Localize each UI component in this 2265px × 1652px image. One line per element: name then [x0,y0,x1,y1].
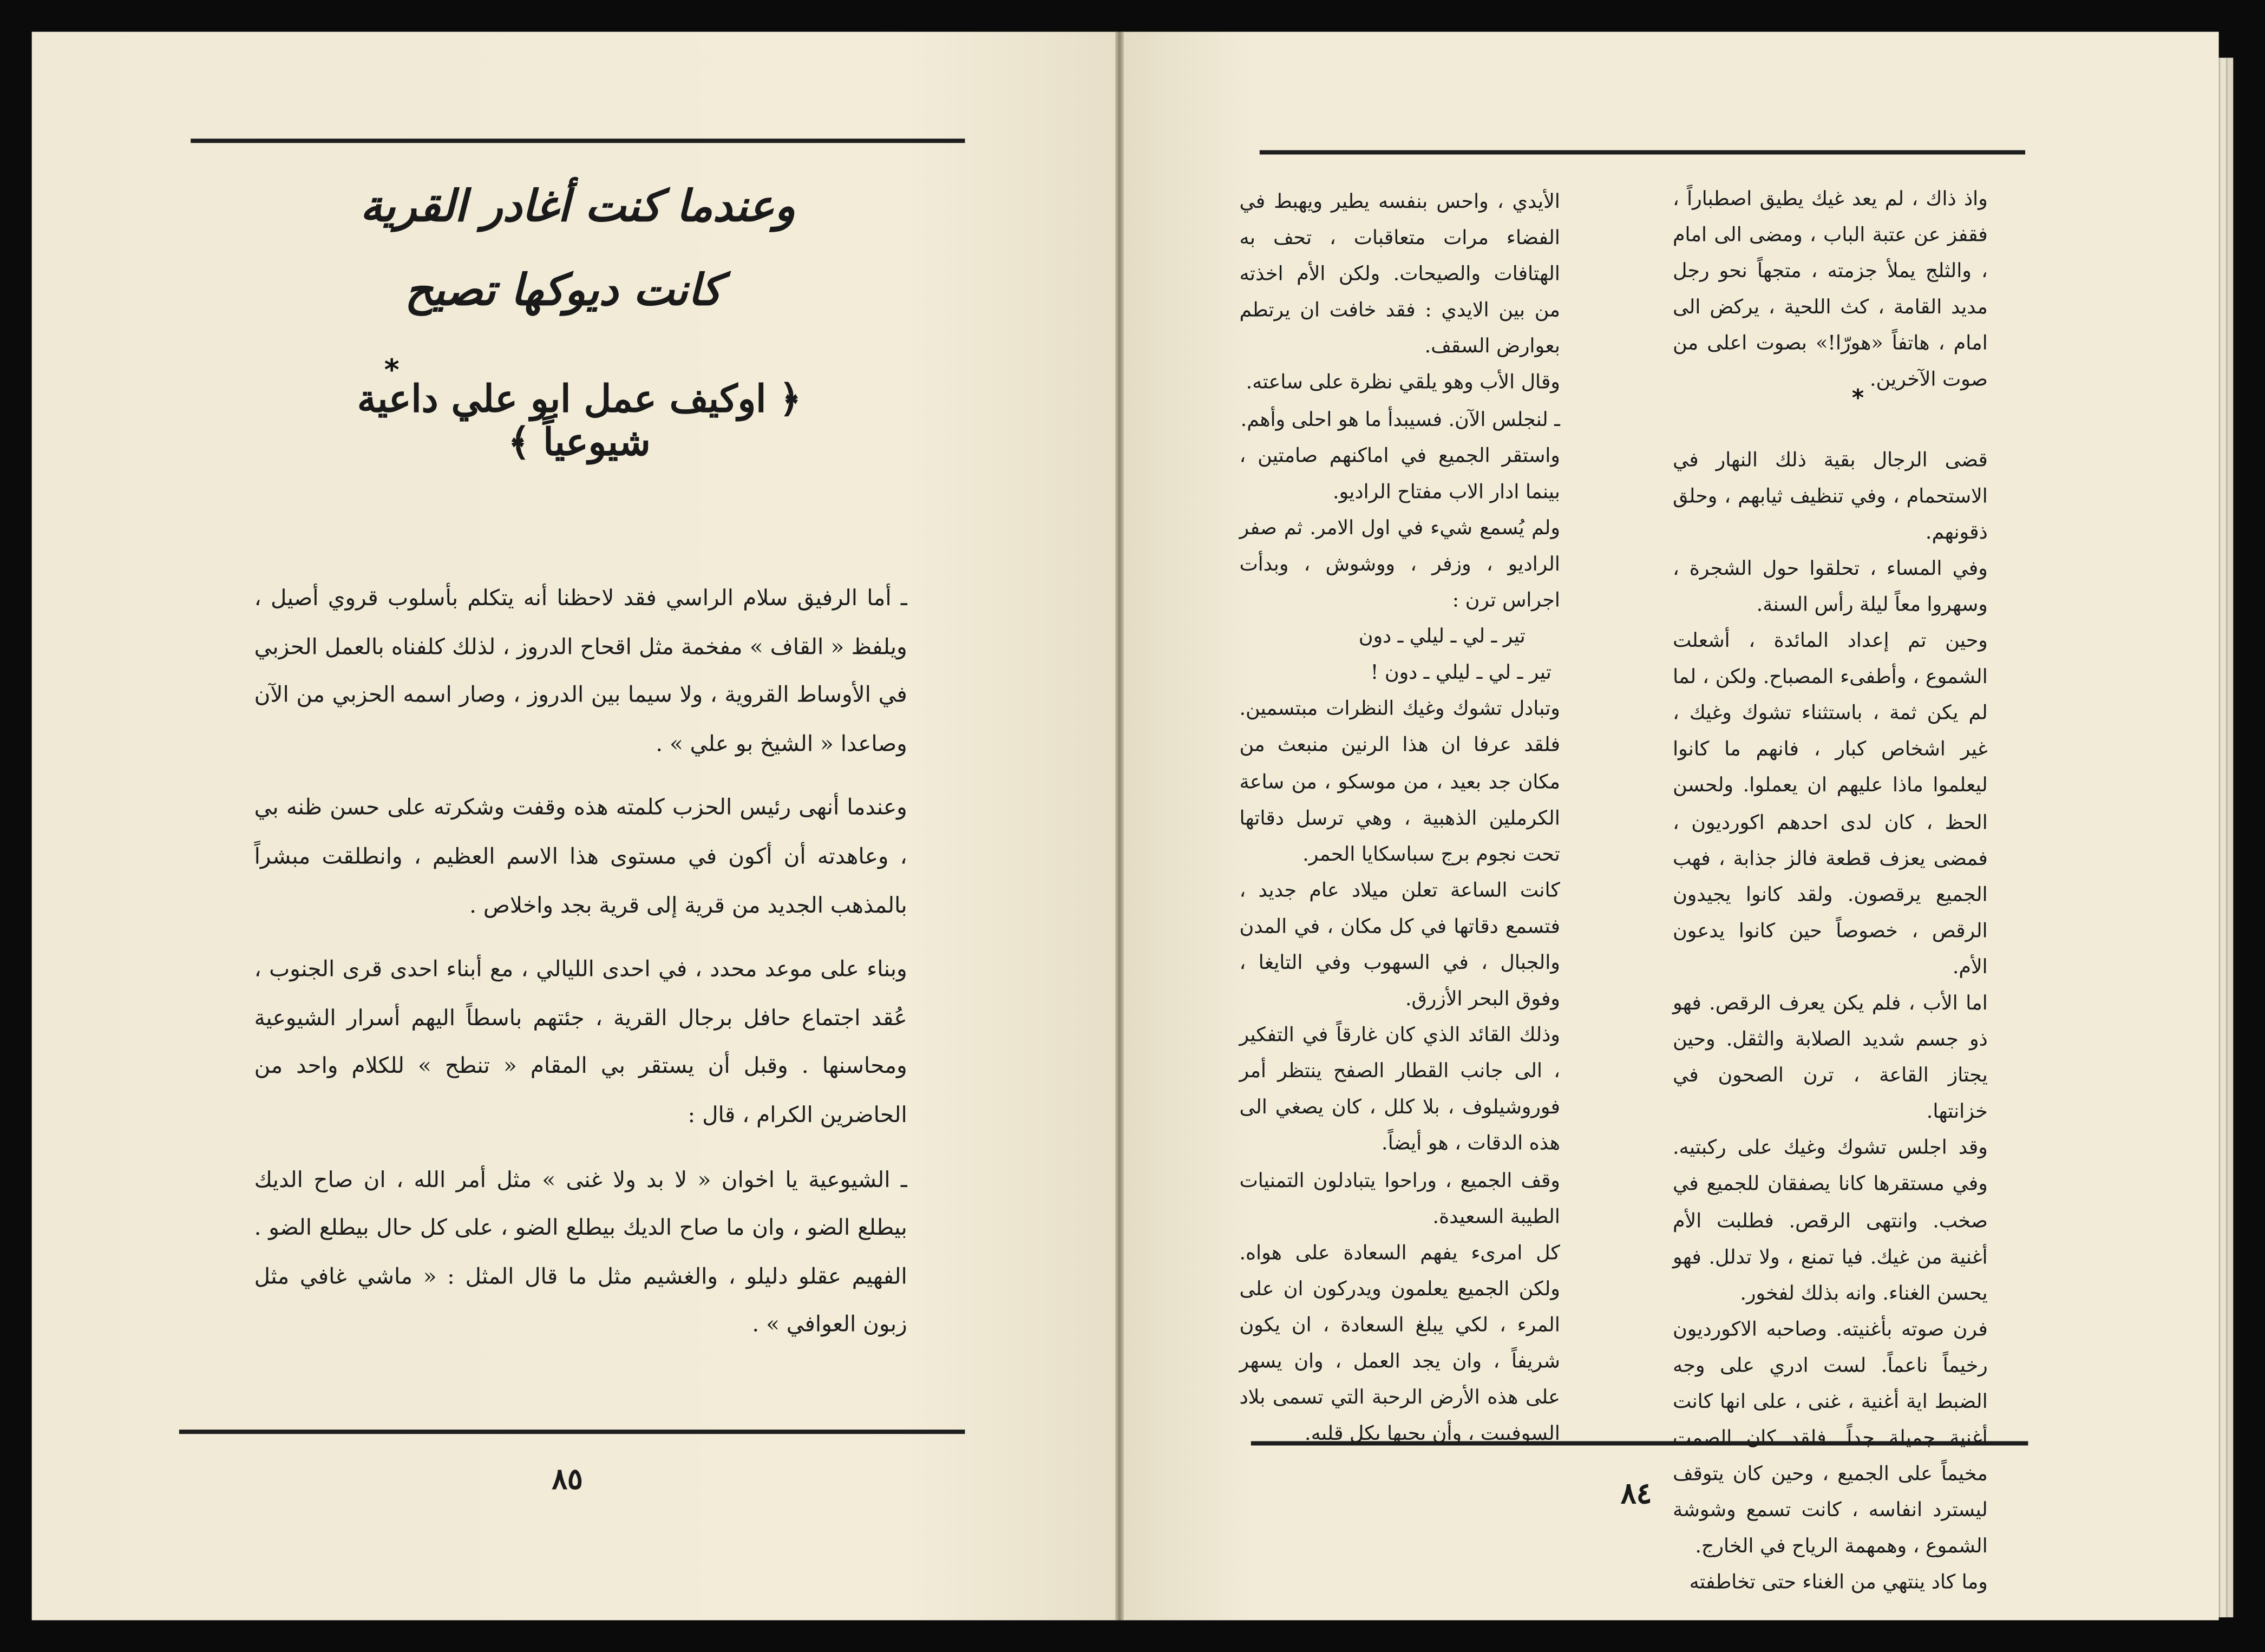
paragraph: كانت الساعة تعلن ميلاد عام جديد ، فتسمع دقاتها في كل مكان ، في المدن والجبال ، في السهوب وفي التايغا ، وفوق البحر الأزرق. [1239,879,1560,1011]
paragraph: فرن صوته بأغنيته. وصاحبه الاكورديون رخيماً ناعماً. لست ادري على وجه الضبط اية أغنية ، غنى ، على انها كانت أغنية جميلة جداً. فلقد كان الصمت مخيماً على الجميع ، وحين كان يتوقف ليسترد انفاسه ، كانت تسمع وشوشة الشموع ، وهمهمة الرياح في الخارج. [1672,1318,1988,1559]
bottom-rule [179,1430,965,1434]
paragraph: وذلك القائد الذي كان غارقاً في التفكير ، الى جانب القطار الصفح ينتظر أمر فوروشيلوف ، بلا كلل ، كان يصغي الى هذه الدقات ، هو أيضاً. [1239,1024,1560,1156]
left-column [1239,185,1560,1453]
paragraph: وتبادل تشوك وغيك النظرات مبتسمين. فلقد عرفا ان هذا الرنين منبعث من مكان جد بعيد ، من موسكو ، من ساعة الكرملين الذهبية ، وهي ترسل دقاتها تحت نجوم برج سباسكايا الحمر. [1239,698,1560,866]
verse-line: تير ـ لي ـ ليلي ـ دون [1358,625,1526,649]
section-heading: ﴿ اوكيف عمل ابو علي داعية شيوعياً ﴾ [357,378,802,466]
paragraph: وقد اجلس تشوك وغيك على ركبتيه. وفي مستقرها كانا يصفقان للجميع في صخب. وانتهى الرقص. فطلبت الأم أغنية من غيك. فيا تمنع ، ولا تدلل. فهو يحسن الغناء. وانه بذلك لفخور. [1672,1137,1988,1305]
top-rule [191,139,965,143]
footnote-marker: * [384,352,400,387]
left-page-body [254,575,907,1366]
section-separator: * [1851,384,1864,412]
book-spine [1115,32,1124,1621]
right-column [1673,182,1988,1602]
paragraph: ـ أما الرفيق سلام الراسي فقد لاحظنا أنه يتكلم بأسلوب قروي أصيل ، ويلفظ « القاف » مفخمة مثل اقحاح الدروز ، لذلك كلفناه بالعمل الحزبي في الأوساط القروية ، ولا سيما بين الدروز ، وصار اسمه الحزبي من الآن وصاعدا « الشيخ بو علي » . [254,585,907,757]
paragraph: وقف الجميع ، وراحوا يتبادلون التمنيات الطيبة السعيدة. [1239,1169,1560,1229]
paragraph: وبناء على موعد محدد ، في احدى الليالي ، مع أبناء احدى قرى الجنوب ، عُقد اجتماع حافل برجال القرية ، جئتهم باسطاً اليهم أسرار الشيوعية ومحاسنها . وقبل أن يستقر بي المقام « تنطح » للكلام واحد من الحاضرين الكرام ، قال : [254,956,907,1128]
paragraph: واذ ذاك ، لم يعد غيك يطيق اصطباراً ، فقفز عن عتبة الباب ، ومضى الى امام ، والثلج يملأ جزمته ، متجهاً نحو رجل مديد القامة ، كث اللحية ، يركض الى امام ، هاتفاً «هورّا!» بصوت اعلى من صوت الآخرين. [1672,187,1988,392]
paragraph: وقال الأب وهو يلقي نظرة على ساعته. [1246,371,1560,395]
page-edge [2226,58,2233,1617]
paragraph: ـ الشيوعية يا اخوان « لا بد ولا غنى » مثل أمر الله ، ان صاح الديك بيطلع الضو ، وان ما صاح الديك بيطلع الضو ، على كل حال بيطلع الضو . الفهيم عقلو دليلو ، والغشيم مثل ما قال المثل : « ماشي غافي مثل زبون العوافي » . [254,1166,907,1338]
paragraph: الأيدي ، واحس بنفسه يطير ويهبط في الفضاء مرات متعاقبات ، تحف به الهتافات والصيحات. ولكن الأم اخذته من بين الايدي : فقد خافت ان يرتطم بعوارض السقف. [1239,191,1560,359]
chapter-subtitle: كانت ديوكها تصيح [404,265,722,317]
paragraph: واستقر الجميع في اماكنهم صامتين ، بينما ادار الاب مفتاح الراديو. [1239,444,1560,504]
paragraph: كل امرىء يفهم السعادة على هواه. ولكن الجميع يعلمون ويدركون ان على المرء ، لكي يبلغ السعادة ، ان يكون شريفاً ، وان يجد العمل ، وان يسهر على هذه الأرض الرحبة التي تسمى بلاد السوفييت ، وأن يحبها بكل قلبه. [1239,1241,1560,1446]
page-number: ٨٤ [1620,1476,1652,1511]
verse-line: تير ـ لي ـ ليلي ـ دون ! [1370,661,1552,685]
page-number: ٨٥ [552,1461,583,1496]
paragraph: ولم يُسمع شيء في اول الامر. ثم صفر الراديو ، وزفر ، ووشوش ، وبدأت اجراس ترن : [1239,516,1560,613]
paragraph: وفي المساء ، تحلقوا حول الشجرة ، وسهروا معاً ليلة رأس السنة. [1672,557,1988,617]
paragraph: قضى الرجال بقية ذلك النهار في الاستحمام ، وفي تنظيف ثيابهم ، وحلق ذقونهم. [1672,448,1988,545]
paragraph: اما الأب ، فلم يكن يعرف الرقص. فهو ذو جسم شديد الصلابة والثقل. وحين يجتاز القاعة ، ترن الصحون في خزانتها. [1672,992,1988,1124]
paragraph: وما كاد ينتهي من الغناء حتى تخاطفته [1689,1571,1988,1595]
top-rule [1260,150,2025,154]
paragraph: ـ لنجلس الآن. فسيبدأ ما هو احلى وأهم. [1240,408,1560,431]
paragraph: وحين تم إعداد المائدة ، أشعلت الشموع ، وأطفىء المصباح. ولكن ، لما لم يكن ثمة ، باستثناء تشوك وغيك ، غير اشخاص كبار ، فانهم ما كانوا ليعلموا ماذا عليهم ان يعملوا. ولحسن الحظ ، كان لدى احدهم اكورديون ، فمضى يعزف قطعة فالز جذابة ، فهب الجميع يرقصون. ولقد كانوا يجيدون الرقص ، خصوصاً حين كانوا يدعون الأم. [1672,630,1988,979]
paragraph: وعندما أنهى رئيس الحزب كلمته هذه وقفت وشكرته على حسن ظنه بي ، وعاهدته أن أكون في مستوى هذا الاسم العظيم ، وانطلقت مبشراً بالمذهب الجديد من قرية إلى قرية بجد واخلاص . [254,795,907,918]
chapter-title: وعندما كنت أغادر القرية [360,182,796,233]
